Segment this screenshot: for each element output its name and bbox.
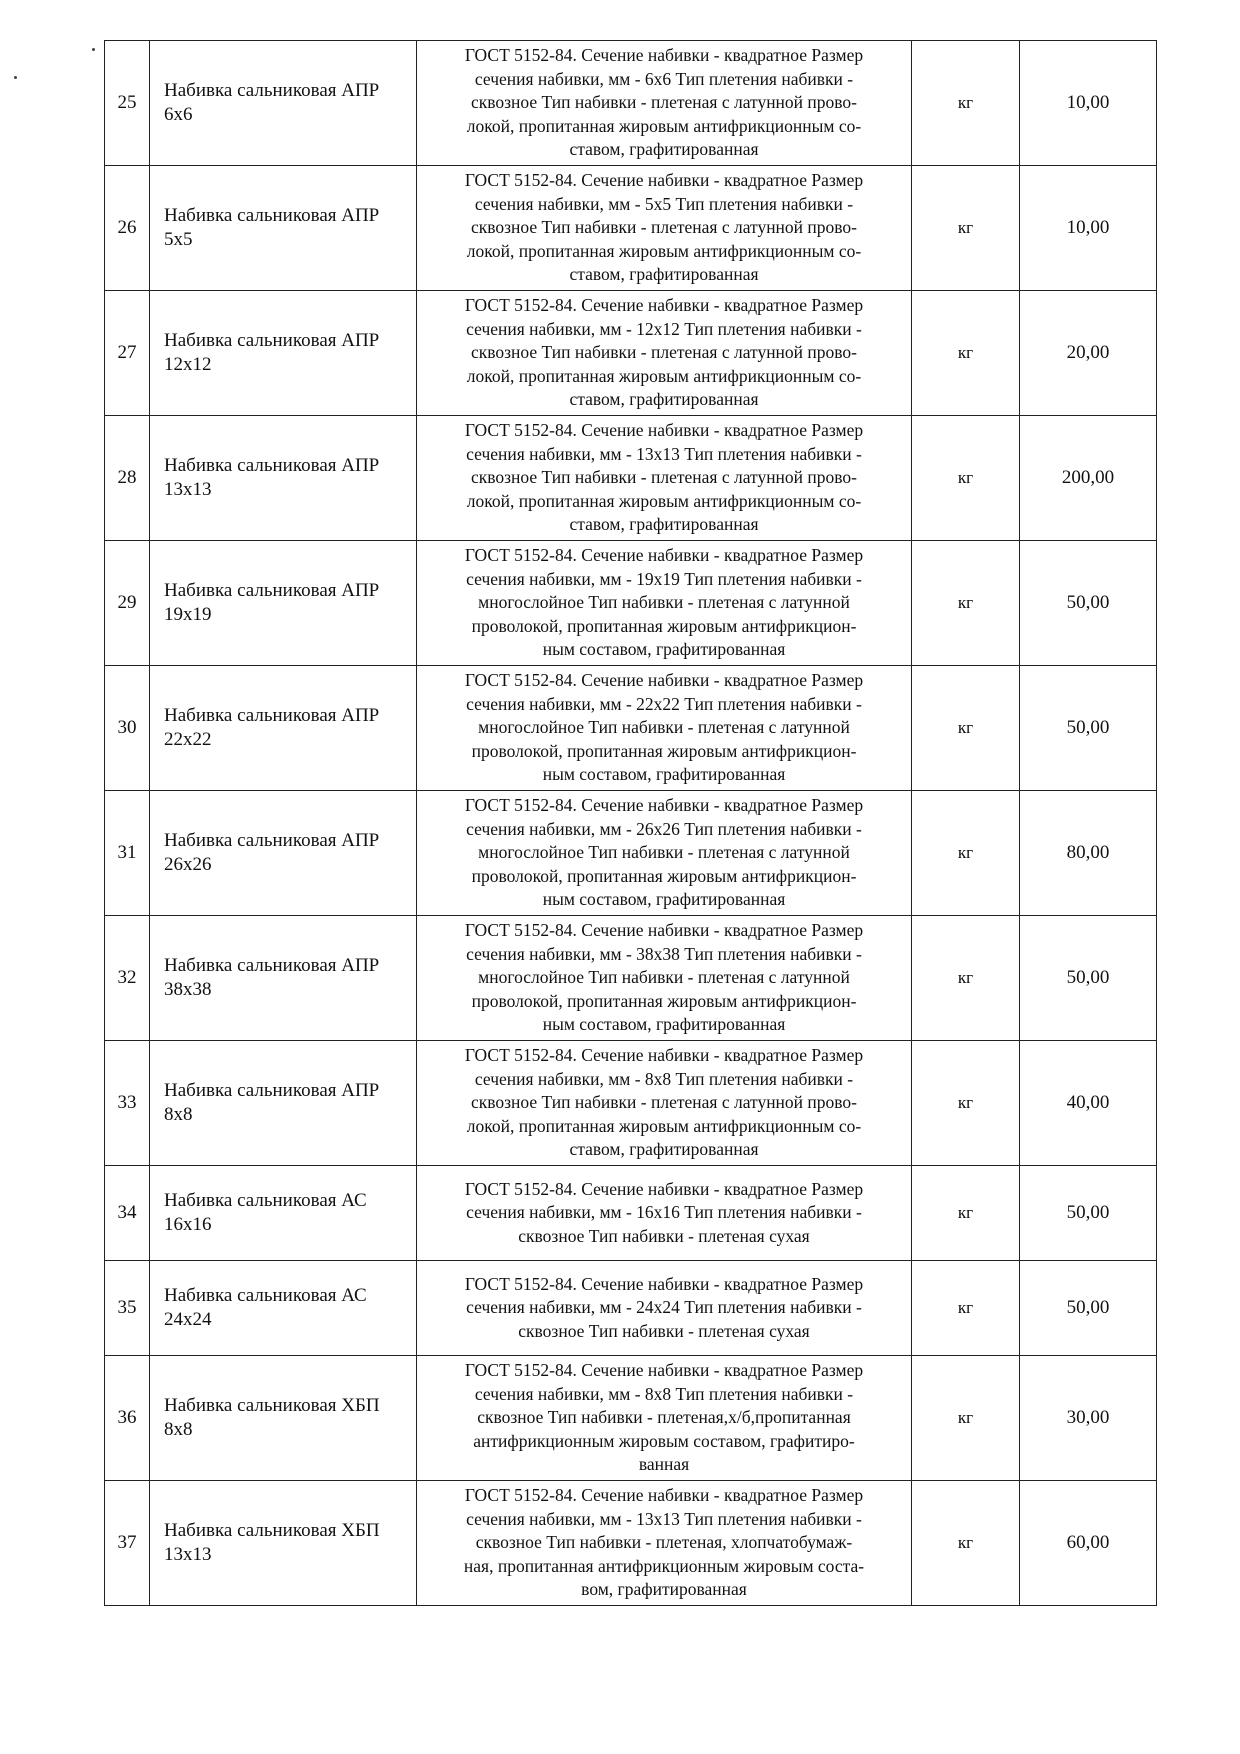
- row-number: 25: [105, 41, 150, 166]
- scan-speck: [92, 48, 95, 51]
- quantity: 40,00: [1020, 1041, 1157, 1166]
- quantity: 10,00: [1020, 41, 1157, 166]
- unit-of-measure: кг: [912, 1261, 1020, 1356]
- unit-of-measure: кг: [912, 666, 1020, 791]
- unit-of-measure: кг: [912, 541, 1020, 666]
- table-row: [105, 291, 1157, 416]
- item-specification: ГОСТ 5152-84. Сечение набивки - квадратное Размер сечения набивки, мм - 24х24 Тип плетения набивки - сквозное Тип набивки - плетеная сухая: [417, 1261, 912, 1356]
- row-number: 26: [105, 166, 150, 291]
- table-row: [105, 1481, 1157, 1606]
- row-number: 34: [105, 1166, 150, 1261]
- row-number: 35: [105, 1261, 150, 1356]
- item-specification: ГОСТ 5152-84. Сечение набивки - квадратное Размер сечения набивки, мм - 12х12 Тип плетения набивки - сквозное Тип набивки - плетеная с латунной прово- локой, пропитанная жировым антифрикционным со- ставом, графитированная: [417, 291, 912, 416]
- table-row: [105, 1166, 1157, 1261]
- item-specification: ГОСТ 5152-84. Сечение набивки - квадратное Размер сечения набивки, мм - 5х5 Тип плетения набивки - сквозное Тип набивки - плетеная с латунной прово- локой, пропитанная жировым антифрикционным со- ставом, графитированная: [417, 166, 912, 291]
- item-specification: ГОСТ 5152-84. Сечение набивки - квадратное Размер сечения набивки, мм - 38х38 Тип плетения набивки - многослойное Тип набивки - плетеная с латунной проволокой, пропитанная жировым антифрикцион- ным составом, графитированная: [417, 916, 912, 1041]
- unit-of-measure: кг: [912, 791, 1020, 916]
- item-name: Набивка сальниковая АПР 19х19: [150, 541, 417, 666]
- quantity: 80,00: [1020, 791, 1157, 916]
- quantity: 50,00: [1020, 1166, 1157, 1261]
- item-specification: ГОСТ 5152-84. Сечение набивки - квадратное Размер сечения набивки, мм - 8х8 Тип плетения набивки - сквозное Тип набивки - плетеная,х/б,пропитанная антифрикционным жировым составом, графитиро- ванная: [417, 1356, 912, 1481]
- table-row: [105, 1041, 1157, 1166]
- item-name: Набивка сальниковая ХБП 8х8: [150, 1356, 417, 1481]
- table-row: [105, 791, 1157, 916]
- unit-of-measure: кг: [912, 41, 1020, 166]
- item-name: Набивка сальниковая АС 16х16: [150, 1166, 417, 1261]
- item-specification: ГОСТ 5152-84. Сечение набивки - квадратное Размер сечения набивки, мм - 6х6 Тип плетения набивки - сквозное Тип набивки - плетеная с латунной прово- локой, пропитанная жировым антифрикционным со- ставом, графитированная: [417, 41, 912, 166]
- unit-of-measure: кг: [912, 291, 1020, 416]
- unit-of-measure: кг: [912, 1356, 1020, 1481]
- item-name: Набивка сальниковая АПР 12х12: [150, 291, 417, 416]
- row-number: 29: [105, 541, 150, 666]
- row-number: 27: [105, 291, 150, 416]
- row-number: 37: [105, 1481, 150, 1606]
- unit-of-measure: кг: [912, 416, 1020, 541]
- quantity: 200,00: [1020, 416, 1157, 541]
- quantity: 60,00: [1020, 1481, 1157, 1606]
- quantity: 10,00: [1020, 166, 1157, 291]
- item-name: Набивка сальниковая АС 24х24: [150, 1261, 417, 1356]
- quantity: 50,00: [1020, 541, 1157, 666]
- unit-of-measure: кг: [912, 166, 1020, 291]
- item-specification: ГОСТ 5152-84. Сечение набивки - квадратное Размер сечения набивки, мм - 26х26 Тип плетения набивки - многослойное Тип набивки - плетеная с латунной проволокой, пропитанная жировым антифрикцион- ным составом, графитированная: [417, 791, 912, 916]
- row-number: 33: [105, 1041, 150, 1166]
- quantity: 50,00: [1020, 916, 1157, 1041]
- table-row: [105, 541, 1157, 666]
- table-row: [105, 166, 1157, 291]
- unit-of-measure: кг: [912, 1041, 1020, 1166]
- item-name: Набивка сальниковая АПР 6х6: [150, 41, 417, 166]
- quantity: 30,00: [1020, 1356, 1157, 1481]
- table-row: [105, 916, 1157, 1041]
- unit-of-measure: кг: [912, 1166, 1020, 1261]
- row-number: 31: [105, 791, 150, 916]
- item-name: Набивка сальниковая АПР 38х38: [150, 916, 417, 1041]
- item-name: Набивка сальниковая АПР 8х8: [150, 1041, 417, 1166]
- item-specification: ГОСТ 5152-84. Сечение набивки - квадратное Размер сечения набивки, мм - 13х13 Тип плетения набивки - сквозное Тип набивки - плетеная, хлопчатобумаж- ная, пропитанная антифрикционным жировым соста- вом, графитированная: [417, 1481, 912, 1606]
- item-name: Набивка сальниковая АПР 26х26: [150, 791, 417, 916]
- item-specification: ГОСТ 5152-84. Сечение набивки - квадратное Размер сечения набивки, мм - 22х22 Тип плетения набивки - многослойное Тип набивки - плетеная с латунной проволокой, пропитанная жировым антифрикцион- ным составом, графитированная: [417, 666, 912, 791]
- row-number: 36: [105, 1356, 150, 1481]
- row-number: 30: [105, 666, 150, 791]
- table-row: [105, 416, 1157, 541]
- quantity: 20,00: [1020, 291, 1157, 416]
- item-name: Набивка сальниковая АПР 22х22: [150, 666, 417, 791]
- item-name: Набивка сальниковая ХБП 13х13: [150, 1481, 417, 1606]
- quantity: 50,00: [1020, 1261, 1157, 1356]
- materials-table: [104, 40, 1157, 1606]
- table-row: [105, 666, 1157, 791]
- item-specification: ГОСТ 5152-84. Сечение набивки - квадратное Размер сечения набивки, мм - 8х8 Тип плетения набивки - сквозное Тип набивки - плетеная с латунной прово- локой, пропитанная жировым антифрикционным со- ставом, графитированная: [417, 1041, 912, 1166]
- row-number: 32: [105, 916, 150, 1041]
- item-specification: ГОСТ 5152-84. Сечение набивки - квадратное Размер сечения набивки, мм - 16х16 Тип плетения набивки - сквозное Тип набивки - плетеная сухая: [417, 1166, 912, 1261]
- scan-speck: [14, 76, 17, 79]
- row-number: 28: [105, 416, 150, 541]
- item-name: Набивка сальниковая АПР 5х5: [150, 166, 417, 291]
- table-row: [105, 41, 1157, 166]
- item-name: Набивка сальниковая АПР 13х13: [150, 416, 417, 541]
- quantity: 50,00: [1020, 666, 1157, 791]
- table-row: [105, 1356, 1157, 1481]
- item-specification: ГОСТ 5152-84. Сечение набивки - квадратное Размер сечения набивки, мм - 13х13 Тип плетения набивки - сквозное Тип набивки - плетеная с латунной прово- локой, пропитанная жировым антифрикционным со- ставом, графитированная: [417, 416, 912, 541]
- unit-of-measure: кг: [912, 916, 1020, 1041]
- table-row: [105, 1261, 1157, 1356]
- unit-of-measure: кг: [912, 1481, 1020, 1606]
- item-specification: ГОСТ 5152-84. Сечение набивки - квадратное Размер сечения набивки, мм - 19х19 Тип плетения набивки - многослойное Тип набивки - плетеная с латунной проволокой, пропитанная жировым антифрикцион- ным составом, графитированная: [417, 541, 912, 666]
